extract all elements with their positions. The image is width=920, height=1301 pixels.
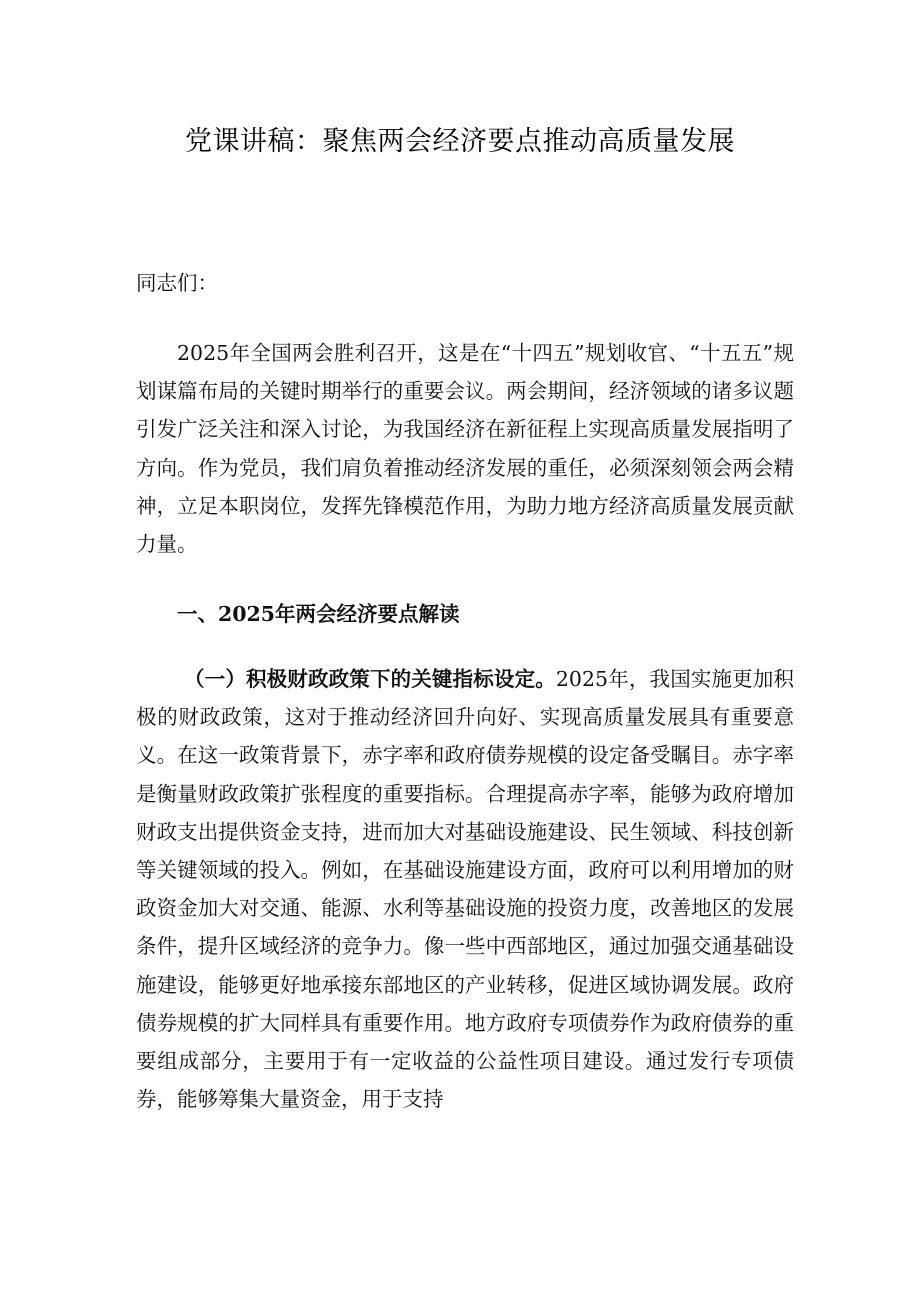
subsection-body-text: 2025年，我国实施更加积极的财政政策，这对于推动经济回升向好、实现高质量发展具有重要意义。在这一政策背景下，赤字率和政府债券规模的设定备受瞩目。赤字率是衡量财政政策扩张程度的重要指标。合理提高赤字率，能够为政府增加财政支出提供资金支持，进而加大对基础设施建设、民生领域、科技创新等关键领域的投入。例如，在基础设施建设方面，政府可以利用增加的财政资金加大对交通、能源、水利等基础设施的投资力度，改善地区的发展条件，提升区域经济的竞争力。像一些中西部地区，通过加强交通基础设施建设，能够更好地承接东部地区的产业转移，促进区域协调发展。政府债券规模的扩大同样具有重要作用。地方政府专项债券作为政府债券的重要组成部分，主要用于有一定收益的公益性项目建设。通过发行专项债券，能够筹集大量资金，用于支持 xyxy=(136,667,795,1112)
subsection-lead-heading: （一）积极财政政策下的关键指标设定。 xyxy=(184,667,556,691)
salutation: 同志们： xyxy=(136,271,218,295)
subsection-paragraph-1 xyxy=(136,660,794,1118)
section-heading-1: 一、2025年两会经济要点解读 xyxy=(177,602,460,626)
document-title: 党课讲稿：聚焦两会经济要点推动高质量发展 xyxy=(185,126,735,157)
intro-paragraph: 2025年全国两会胜利召开，这是在“十四五”规划收官、“十五五”规划谋篇布局的关键时期举行的重要会议。两会期间，经济领域的诸多议题引发广泛关注和深入讨论，为我国经济在新征程上实现高质量发展指明了方向。作为党员，我们肩负着推动经济发展的重任，必须深刻领会两会精神，立足本职岗位，发挥先锋模范作用，为助力地方经济高质量发展贡献力量。 xyxy=(136,341,794,557)
